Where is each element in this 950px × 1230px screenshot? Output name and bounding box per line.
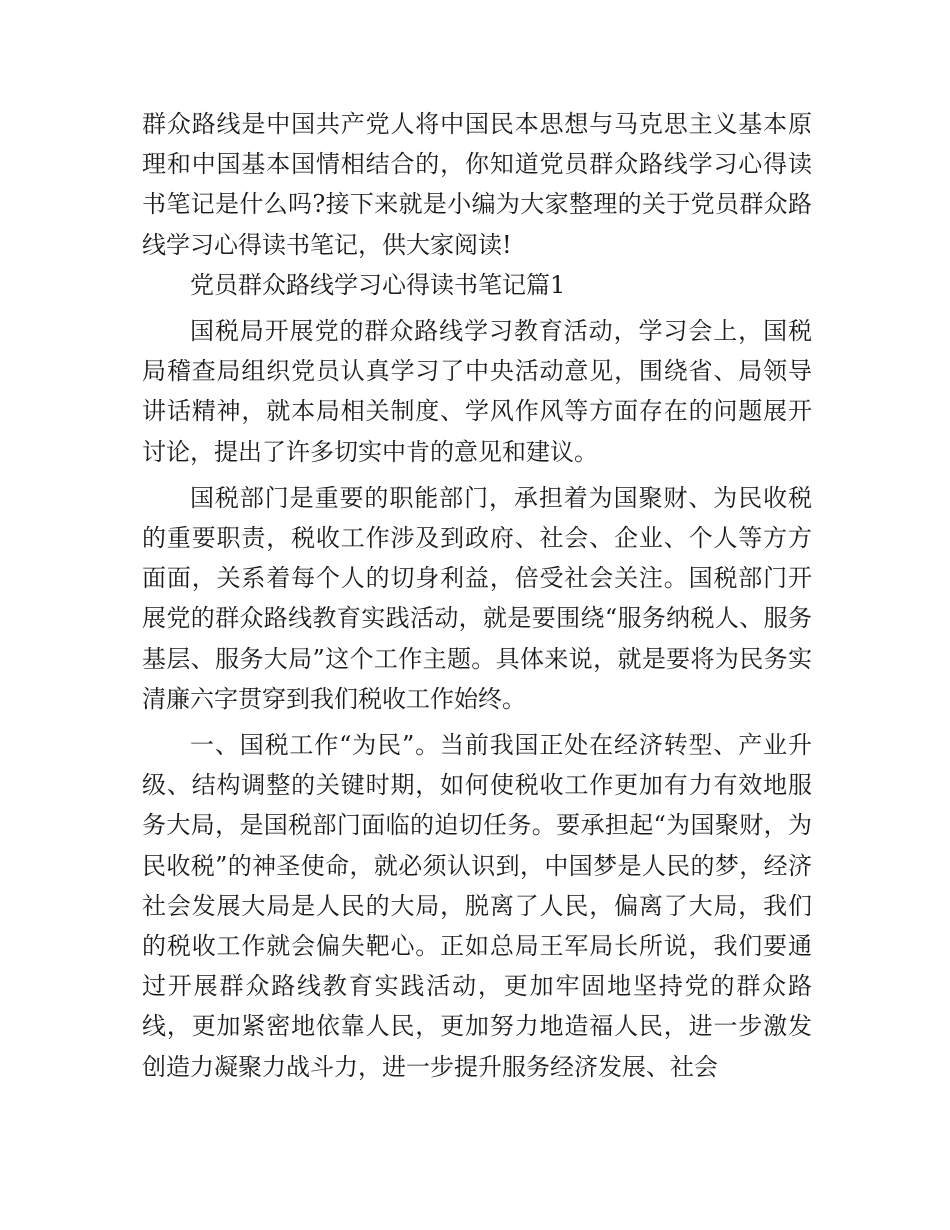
intro-paragraph: 群众路线是中国共产党人将中国民本思想与马克思主义基本原理和中国基本国情相结合的，你知道党员群众路线学习心得读书笔记是什么吗?接下来就是小编为大家整理的关于党员群众路线学习心得读书笔记，供大家阅读! bbox=[142, 110, 812, 259]
document-body bbox=[142, 104, 812, 1087]
body-paragraph-2: 国税部门是重要的职能部门，承担着为国聚财、为民收税的重要职责，税收工作涉及到政府、社会、企业、个人等方方面面，关系着每个人的切身利益，倍受社会关注。国税部门开展党的群众路线教育实践活动，就是要围绕“服务纳税人、服务基层、服务大局”这个工作主题。具体来说，就是要将为民务实清廉六字贯穿到我们税收工作始终。 bbox=[142, 483, 812, 713]
section-heading: 党员群众路线学习心得读书笔记篇1 bbox=[190, 270, 566, 299]
body-paragraph-3: 一、国税工作“为民”。当前我国正处在经济转型、产业升级、结构调整的关键时期，如何使税收工作更加有力有效地服务大局，是国税部门面临的迫切任务。要承担起“为国聚财，为民收税”的神圣使命，就必须认识到，中国梦是人民的梦，经济社会发展大局是人民的大局，脱离了人民，偏离了大局，我们的税收工作就会偏失靶心。正如总局王军局长所说，我们要通过开展群众路线教育实践活动，更加牢固地坚持党的群众路线，更加紧密地依靠人民，更加努力地造福人民，进一步激发创造力凝聚力战斗力，进一步提升服务经济发展、社会 bbox=[142, 731, 812, 1081]
body-paragraph-1: 国税局开展党的群众路线学习教育活动，学习会上，国税局稽查局组织党员认真学习了中央活动意见，围绕省、局领导讲话精神，就本局相关制度、学风作风等方面存在的问题展开讨论，提出了许多切实中肯的意见和建议。 bbox=[142, 317, 812, 466]
